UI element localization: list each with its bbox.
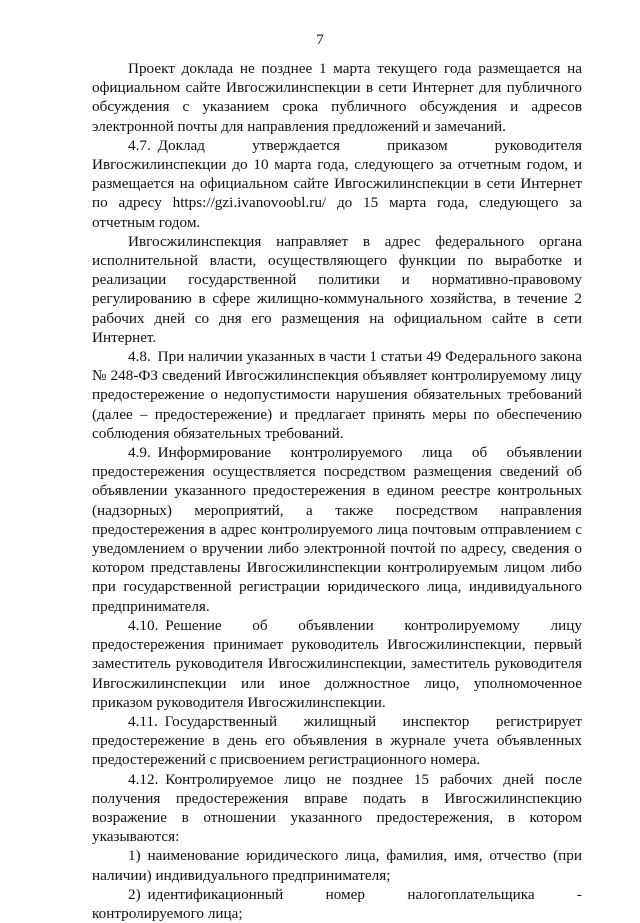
paragraph-text: Проект доклада не позднее 1 марта текущего года размещается на официальном сайте Ивгосжилинспекции в сети Интернет для публичного обсуждения с указанием срока публичного обсуждения и адресов электронной почты для направления предложений и замечаний. bbox=[92, 60, 582, 135]
paragraph-text: При наличии указанных в части 1 статьи 49 Федерального закона № 248-ФЗ сведений Ивгосжилинспекция объявляет контролируемому лицу предостережение о недопустимости нарушения обязательных требований (далее – предостережение) и предлагает принять меры по обеспечению соблюдения обязательных требований. bbox=[92, 348, 582, 442]
paragraph-4-9 bbox=[92, 443, 582, 616]
paragraph-text: Информирование контролируемого лица об объявлении предостережения осуществляется посредством размещения сведений об объявлении указанного предостережения в едином реестре контрольных (надзорных) мероприятий, а также посредством направления предостережения в адрес контролируемого лица почтовым отправлением с уведомлением о вручении либо электронной почтой по адресу, сведения о котором представлены Ивгосжилинспекции контролируемым лицом либо при государственной регистрации юридического лица, индивидуального предпринимателя. bbox=[92, 444, 582, 615]
list-item-text: идентификационный номер налогоплательщика - контролируемого лица; bbox=[92, 885, 582, 922]
paragraph-number: 4.8. bbox=[128, 348, 151, 366]
paragraph-draft-report bbox=[92, 59, 582, 136]
paragraph-number: 4.9. bbox=[128, 444, 151, 462]
paragraph-number: 4.11. bbox=[128, 712, 158, 730]
paragraph-text: Ивгосжилинспекция направляет в адрес федерального органа исполнительной власти, осуществляющего функции по выработке и реализации государственной политики и нормативно-правовому регулированию в сфере жилищно-коммунального хозяйства, в течение 2 рабочих дней со дня его размещения на официальном сайте в сети Интернет. bbox=[92, 232, 582, 346]
page-number: 7 bbox=[316, 31, 324, 48]
paragraph-text: Доклад утверждается приказом руководителя Ивгосжилинспекции до 10 марта года, следующего за отчетным годом, и размещается на официальном сайте Ивгосжилинспекции в сети Интернет по адресу https://gzi.ivanovoobl.ru/ до 15 марта года, следующего за отчетным годом. bbox=[92, 136, 582, 231]
paragraph-4-12 bbox=[92, 770, 582, 847]
list-item-number: 1) bbox=[128, 847, 141, 865]
document-body bbox=[92, 59, 582, 923]
paragraph-number: 4.12. bbox=[128, 770, 159, 788]
paragraph-4-10 bbox=[92, 616, 582, 712]
paragraph-4-11 bbox=[92, 712, 582, 770]
paragraph-4-7 bbox=[92, 136, 582, 232]
paragraph-text: Государственный жилищный инспектор регистрирует предостережение в день его объявления в журнале учета объявленных предостережений с присвоением регистрационного номера. bbox=[92, 712, 582, 769]
list-item-number: 2) bbox=[128, 885, 141, 903]
paragraph-number: 4.10. bbox=[128, 616, 159, 634]
paragraph-4-8 bbox=[92, 347, 582, 443]
paragraph-number: 4.7. bbox=[128, 136, 151, 154]
list-item-text: наименование юридического лица, фамилия, имя, отчество (при наличии) индивидуального предпринимателя; bbox=[92, 847, 582, 884]
list-item-1 bbox=[92, 846, 582, 884]
paragraph-text: Контролируемое лицо не позднее 15 рабочих дней после получения предостережения вправе подать в Ивгосжилинспекцию возражение в отношении указанного предостережения, в котором указываются: bbox=[92, 770, 582, 846]
paragraph-federal-body bbox=[92, 232, 582, 347]
list-item-2 bbox=[92, 885, 582, 923]
paragraph-text: Решение об объявлении контролируемому лицу предостережения принимает руководитель Ивгосжилинспекции, первый заместитель руководителя Ивгосжилинспекции, заместитель руководителя Ивгосжилинспекции или иное должностное лицо, уполномоченное приказом руководителя Ивгосжилинспекции. bbox=[92, 616, 582, 711]
